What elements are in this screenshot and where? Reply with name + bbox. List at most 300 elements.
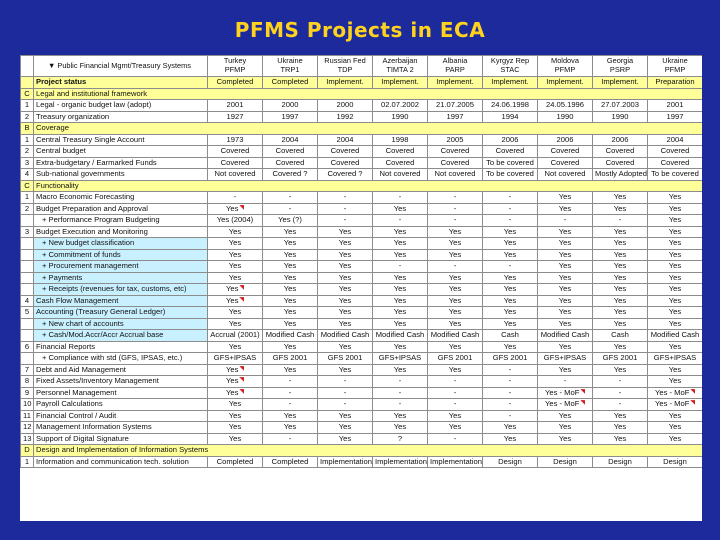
row-number: 2 (21, 203, 34, 215)
table-cell: - (373, 387, 428, 399)
project-code: PFMP (554, 65, 576, 74)
table-cell: - (208, 192, 263, 204)
table-row (21, 433, 703, 445)
table-cell: Yes (648, 307, 703, 319)
table-cell: Covered (263, 146, 318, 158)
row-number: 6 (21, 341, 34, 353)
table-cell: Accrual (2001) (208, 330, 263, 342)
row-number: C (21, 180, 34, 192)
table-cell: Covered (538, 157, 593, 169)
table-cell: To be covered (483, 157, 538, 169)
table-cell: Completed (208, 456, 263, 468)
header-label-cell (34, 56, 208, 77)
header-row (21, 56, 703, 77)
row-number (21, 77, 34, 89)
table-row (21, 111, 703, 123)
table-cell: 1990 (373, 111, 428, 123)
table-cell: - (263, 387, 318, 399)
table-row (21, 341, 703, 353)
table-row (21, 376, 703, 388)
row-number: 9 (21, 387, 34, 399)
table-cell: Covered (208, 146, 263, 158)
table-cell: Covered (538, 146, 593, 158)
table-cell: - (263, 399, 318, 411)
header-num-cell (21, 56, 34, 77)
project-code: TIMTA 2 (386, 65, 414, 74)
table-cell: Yes (263, 261, 318, 273)
table-cell: Yes (263, 272, 318, 284)
row-number (21, 272, 34, 284)
table-cell: Not covered (373, 169, 428, 181)
table-cell: Yes (208, 249, 263, 261)
section-row (21, 445, 703, 457)
table-row (21, 307, 703, 319)
project-country: Ukraine (662, 56, 688, 66)
table-cell: Yes (428, 238, 483, 250)
table-row (21, 192, 703, 204)
table-body (21, 56, 703, 468)
row-label: Debt and Aid Management (34, 364, 208, 376)
table-cell: - (373, 399, 428, 411)
row-label: Legal - organic budget law (adopt) (34, 100, 208, 112)
table-cell: Covered (428, 157, 483, 169)
table-cell: Yes (648, 364, 703, 376)
table-cell: Yes (318, 341, 373, 353)
header-project-1 (263, 56, 318, 77)
table-cell: - (428, 387, 483, 399)
row-label: + Performance Program Budgeting (34, 215, 208, 227)
table-cell: 27.07.2003 (593, 100, 648, 112)
table-cell: - (483, 215, 538, 227)
table-cell: 02.07.2002 (373, 100, 428, 112)
table-cell: Yes (428, 284, 483, 296)
table-cell: GFS+IPSAS (208, 353, 263, 365)
table-cell: Yes (593, 192, 648, 204)
comment-marker-icon[interactable]: ◥ (239, 365, 244, 372)
table-cell: Yes (318, 249, 373, 261)
table-cell: Yes - MoF◥ (538, 399, 593, 411)
table-row (21, 364, 703, 376)
table-cell: Yes (593, 261, 648, 273)
row-number (21, 318, 34, 330)
table-cell: Yes (648, 341, 703, 353)
header-project-3 (373, 56, 428, 77)
table-cell: Modified Cash (373, 330, 428, 342)
table-cell: Not covered (538, 169, 593, 181)
status-row (21, 77, 703, 89)
table-cell: Modified Cash (538, 330, 593, 342)
table-cell: Covered (318, 146, 373, 158)
table-cell: Covered (483, 146, 538, 158)
row-label: + Payments (34, 272, 208, 284)
table-cell: Implement. (483, 77, 538, 89)
table-cell: Yes (208, 238, 263, 250)
table-cell: - (428, 399, 483, 411)
row-label: Extra-budgetary / Earmarked Funds (34, 157, 208, 169)
row-number: 5 (21, 307, 34, 319)
project-country: Albania (442, 56, 468, 66)
table-cell: Covered (318, 157, 373, 169)
projects-table (20, 55, 702, 468)
table-cell: Yes (373, 272, 428, 284)
table-cell: - (483, 399, 538, 411)
table-cell: Covered (648, 146, 703, 158)
row-label: + Cash/Mod.Accr/Accr Accrual base (34, 330, 208, 342)
table-cell: Yes (318, 284, 373, 296)
project-code: STAC (500, 65, 520, 74)
table-cell: Yes (593, 238, 648, 250)
table-cell: Yes (318, 318, 373, 330)
table-cell: Yes (263, 364, 318, 376)
table-cell: Preparation (648, 77, 703, 89)
table-cell: Covered (373, 146, 428, 158)
project-country: Russian Fed (324, 56, 366, 66)
header-project-5 (483, 56, 538, 77)
table-cell: Implement. (593, 77, 648, 89)
table-cell: Yes (263, 410, 318, 422)
table-cell: Yes (648, 249, 703, 261)
row-label: Central budget (34, 146, 208, 158)
table-cell: Design (593, 456, 648, 468)
table-cell: Yes (373, 341, 428, 353)
row-number: 2 (21, 111, 34, 123)
table-cell: GFS 2001 (593, 353, 648, 365)
table-cell: 24.05.1996 (538, 100, 593, 112)
row-number (21, 353, 34, 365)
table-cell: Yes (2004) (208, 215, 263, 227)
row-label: + New chart of accounts (34, 318, 208, 330)
table-cell: Yes (648, 422, 703, 434)
table-cell: Yes - MoF◥ (648, 387, 703, 399)
table-cell: Yes (483, 226, 538, 238)
row-label: Budget Preparation and Approval (34, 203, 208, 215)
row-label: Treasury organization (34, 111, 208, 123)
table-cell: - (373, 215, 428, 227)
table-cell: Yes (483, 318, 538, 330)
table-cell: 2006 (538, 134, 593, 146)
table-cell: Yes (373, 203, 428, 215)
table-cell: Yes (318, 295, 373, 307)
table-cell: Yes (373, 422, 428, 434)
row-label: Coverage (34, 123, 703, 135)
row-number: 4 (21, 169, 34, 181)
comment-marker-icon[interactable]: ◥ (239, 204, 244, 211)
table-cell: 1997 (263, 111, 318, 123)
table-cell: Yes (483, 272, 538, 284)
project-code: PFMP (224, 65, 246, 74)
table-cell: Yes (263, 341, 318, 353)
table-cell: Yes (483, 295, 538, 307)
table-cell: To be covered (648, 169, 703, 181)
table-cell: - (428, 203, 483, 215)
table-row (21, 353, 703, 365)
table-cell: 2001 (648, 100, 703, 112)
table-cell: Yes (593, 272, 648, 284)
header-project-0 (208, 56, 263, 77)
table-cell: Covered (373, 157, 428, 169)
comment-marker-icon[interactable]: ◥ (580, 388, 585, 395)
table-cell: Yes (648, 226, 703, 238)
table-row (21, 100, 703, 112)
table-cell: Covered (593, 157, 648, 169)
table-cell: Yes (208, 422, 263, 434)
table-cell: Yes (428, 249, 483, 261)
table-cell: Implementation (428, 456, 483, 468)
table-cell: Yes (538, 261, 593, 273)
table-cell: Yes (648, 215, 703, 227)
table-cell: Yes (208, 226, 263, 238)
table-cell: 2004 (318, 134, 373, 146)
table-cell: - (483, 410, 538, 422)
table-cell: Not covered (208, 169, 263, 181)
table-row (21, 238, 703, 250)
table-cell: GFS 2001 (428, 353, 483, 365)
table-cell: Yes (373, 318, 428, 330)
row-number (21, 238, 34, 250)
table-cell: Covered (428, 146, 483, 158)
table-cell: Yes◥ (208, 284, 263, 296)
row-number (21, 261, 34, 273)
table-cell: Yes (593, 433, 648, 445)
table-cell: 2004 (263, 134, 318, 146)
comment-marker-icon[interactable]: ◥ (239, 377, 244, 384)
row-label: Financial Reports (34, 341, 208, 353)
row-label: Central Treasury Single Account (34, 134, 208, 146)
comment-marker-icon[interactable]: ◥ (239, 296, 244, 303)
section-row (21, 88, 703, 100)
table-cell: Yes (428, 226, 483, 238)
table-cell: Yes (318, 226, 373, 238)
table-cell: Yes (428, 422, 483, 434)
table-cell: Yes (648, 203, 703, 215)
table-cell: 2001 (208, 100, 263, 112)
table-cell: Yes (?) (263, 215, 318, 227)
table-cell: - (483, 192, 538, 204)
row-label: + New budget classification (34, 238, 208, 250)
header-project-8 (648, 56, 703, 77)
table-cell: Yes (538, 203, 593, 215)
table-cell: Not covered (428, 169, 483, 181)
table-row (21, 387, 703, 399)
table-row (21, 318, 703, 330)
table-cell: Yes (318, 272, 373, 284)
table-cell: - (593, 387, 648, 399)
table-cell: Yes (208, 307, 263, 319)
table-cell: Yes (538, 295, 593, 307)
table-cell: Design (538, 456, 593, 468)
table-cell: Yes◥ (208, 203, 263, 215)
row-label: Sub-national governments (34, 169, 208, 181)
table-cell: Implementation (318, 456, 373, 468)
row-number: 1 (21, 134, 34, 146)
table-cell: Yes (483, 307, 538, 319)
table-cell: Yes (263, 226, 318, 238)
table-cell: Yes (208, 261, 263, 273)
row-label: + Compliance with std (GFS, IPSAS, etc.) (34, 353, 208, 365)
table-cell: Implementation (373, 456, 428, 468)
header-label: Public Financial Mgmt/Treasury Systems (57, 60, 192, 70)
table-cell: 1973 (208, 134, 263, 146)
row-label: Accounting (Treasury General Ledger) (34, 307, 208, 319)
table-row (21, 422, 703, 434)
row-number: B (21, 123, 34, 135)
table-cell: - (373, 192, 428, 204)
comment-marker-icon[interactable]: ◥ (239, 285, 244, 292)
table-cell: - (538, 215, 593, 227)
table-cell: Yes (208, 433, 263, 445)
table-cell: Yes (593, 295, 648, 307)
table-cell: Yes (648, 238, 703, 250)
table-cell: Yes (428, 295, 483, 307)
row-label: Fixed Assets/Inventory Management (34, 376, 208, 388)
table-cell: - (318, 203, 373, 215)
table-cell: Yes (373, 307, 428, 319)
row-number: 3 (21, 157, 34, 169)
table-cell: Yes (373, 238, 428, 250)
table-cell: Completed (263, 456, 318, 468)
table-cell: - (318, 376, 373, 388)
table-cell: Yes (648, 410, 703, 422)
table-cell: 1990 (593, 111, 648, 123)
header-project-6 (538, 56, 593, 77)
table-cell: Covered (263, 157, 318, 169)
table-cell: Yes (318, 307, 373, 319)
table-cell: Yes (483, 422, 538, 434)
table-cell: - (483, 376, 538, 388)
comment-marker-icon[interactable]: ◥ (690, 388, 695, 395)
table-cell: Implement. (373, 77, 428, 89)
row-label: + Commitment of funds (34, 249, 208, 261)
table-cell: Yes (538, 249, 593, 261)
table-cell: Yes (538, 192, 593, 204)
table-cell: Yes (208, 410, 263, 422)
comment-marker-icon[interactable]: ◥ (690, 400, 695, 407)
row-label: Payroll Calculations (34, 399, 208, 411)
table-cell: Yes (483, 341, 538, 353)
table-cell: - (483, 387, 538, 399)
table-cell: 2006 (593, 134, 648, 146)
table-cell: Yes (538, 307, 593, 319)
table-cell: Yes (208, 341, 263, 353)
table-cell: - (373, 376, 428, 388)
table-cell: - (538, 376, 593, 388)
table-cell: Yes (318, 261, 373, 273)
row-label: Budget Execution and Monitoring (34, 226, 208, 238)
table-cell: Yes (263, 422, 318, 434)
table-row (21, 146, 703, 158)
row-number (21, 249, 34, 261)
table-cell: Yes (373, 284, 428, 296)
table-cell: Yes (373, 295, 428, 307)
table-cell: Yes (428, 318, 483, 330)
table-cell: Yes (648, 433, 703, 445)
row-number: 3 (21, 226, 34, 238)
table-cell: - (263, 376, 318, 388)
row-number (21, 215, 34, 227)
table-cell: - (593, 215, 648, 227)
table-cell: Implement. (538, 77, 593, 89)
table-cell: Implement. (428, 77, 483, 89)
project-country: Ukraine (277, 56, 303, 66)
row-label: Project status (34, 77, 208, 89)
table-cell: - (373, 261, 428, 273)
table-cell: 1997 (428, 111, 483, 123)
table-row (21, 249, 703, 261)
table-cell: GFS 2001 (263, 353, 318, 365)
table-cell: GFS+IPSAS (373, 353, 428, 365)
table-row (21, 456, 703, 468)
table-cell: - (318, 215, 373, 227)
table-row (21, 272, 703, 284)
row-label: Personnel Management (34, 387, 208, 399)
row-label: Macro Economic Forecasting (34, 192, 208, 204)
table-cell: Yes (593, 318, 648, 330)
row-number (21, 284, 34, 296)
table-cell: 1990 (538, 111, 593, 123)
table-cell: - (318, 192, 373, 204)
table-cell: Yes (428, 272, 483, 284)
table-cell: Yes (593, 341, 648, 353)
table-cell: Yes (318, 364, 373, 376)
table-cell: Yes (428, 307, 483, 319)
section-row (21, 180, 703, 192)
table-cell: Covered ? (263, 169, 318, 181)
table-cell: - (593, 399, 648, 411)
table-cell: Yes (538, 238, 593, 250)
table-cell: 2006 (483, 134, 538, 146)
table-cell: Yes (593, 226, 648, 238)
table-row (21, 226, 703, 238)
table-cell: Yes (263, 295, 318, 307)
table-cell: To be covered (483, 169, 538, 181)
table-cell: Yes (483, 284, 538, 296)
row-number: 10 (21, 399, 34, 411)
table-row (21, 134, 703, 146)
table-cell: Yes - MoF◥ (648, 399, 703, 411)
table-cell: Yes (373, 410, 428, 422)
table-cell: Cash (593, 330, 648, 342)
project-country: Azerbaijan (382, 56, 418, 66)
table-cell: Yes (538, 226, 593, 238)
table-cell: 1997 (648, 111, 703, 123)
table-cell: Yes (318, 433, 373, 445)
table-cell: Yes◥ (208, 295, 263, 307)
table-cell: Yes (428, 364, 483, 376)
table-cell: GFS+IPSAS (538, 353, 593, 365)
slide-title: PFMS Projects in ECA (234, 18, 486, 42)
table-cell: 24.06.1998 (483, 100, 538, 112)
table-cell: - (428, 215, 483, 227)
table-cell: Yes (648, 261, 703, 273)
comment-marker-icon[interactable]: ◥ (239, 388, 244, 395)
table-cell: Mostly Adopted (593, 169, 648, 181)
table-cell: Yes (373, 226, 428, 238)
table-cell: Yes (538, 341, 593, 353)
table-row (21, 169, 703, 181)
table-cell: Yes - MoF◥ (538, 387, 593, 399)
row-label: Management Information Systems (34, 422, 208, 434)
table-cell: Yes (208, 272, 263, 284)
table-cell: Cash (483, 330, 538, 342)
table-row (21, 157, 703, 169)
table-cell: - (428, 376, 483, 388)
table-cell: Yes (538, 433, 593, 445)
table-cell: 1994 (483, 111, 538, 123)
table-row (21, 284, 703, 296)
table-cell: Yes (538, 410, 593, 422)
comment-marker-icon[interactable]: ◥ (580, 400, 585, 407)
table-cell: Yes (538, 272, 593, 284)
